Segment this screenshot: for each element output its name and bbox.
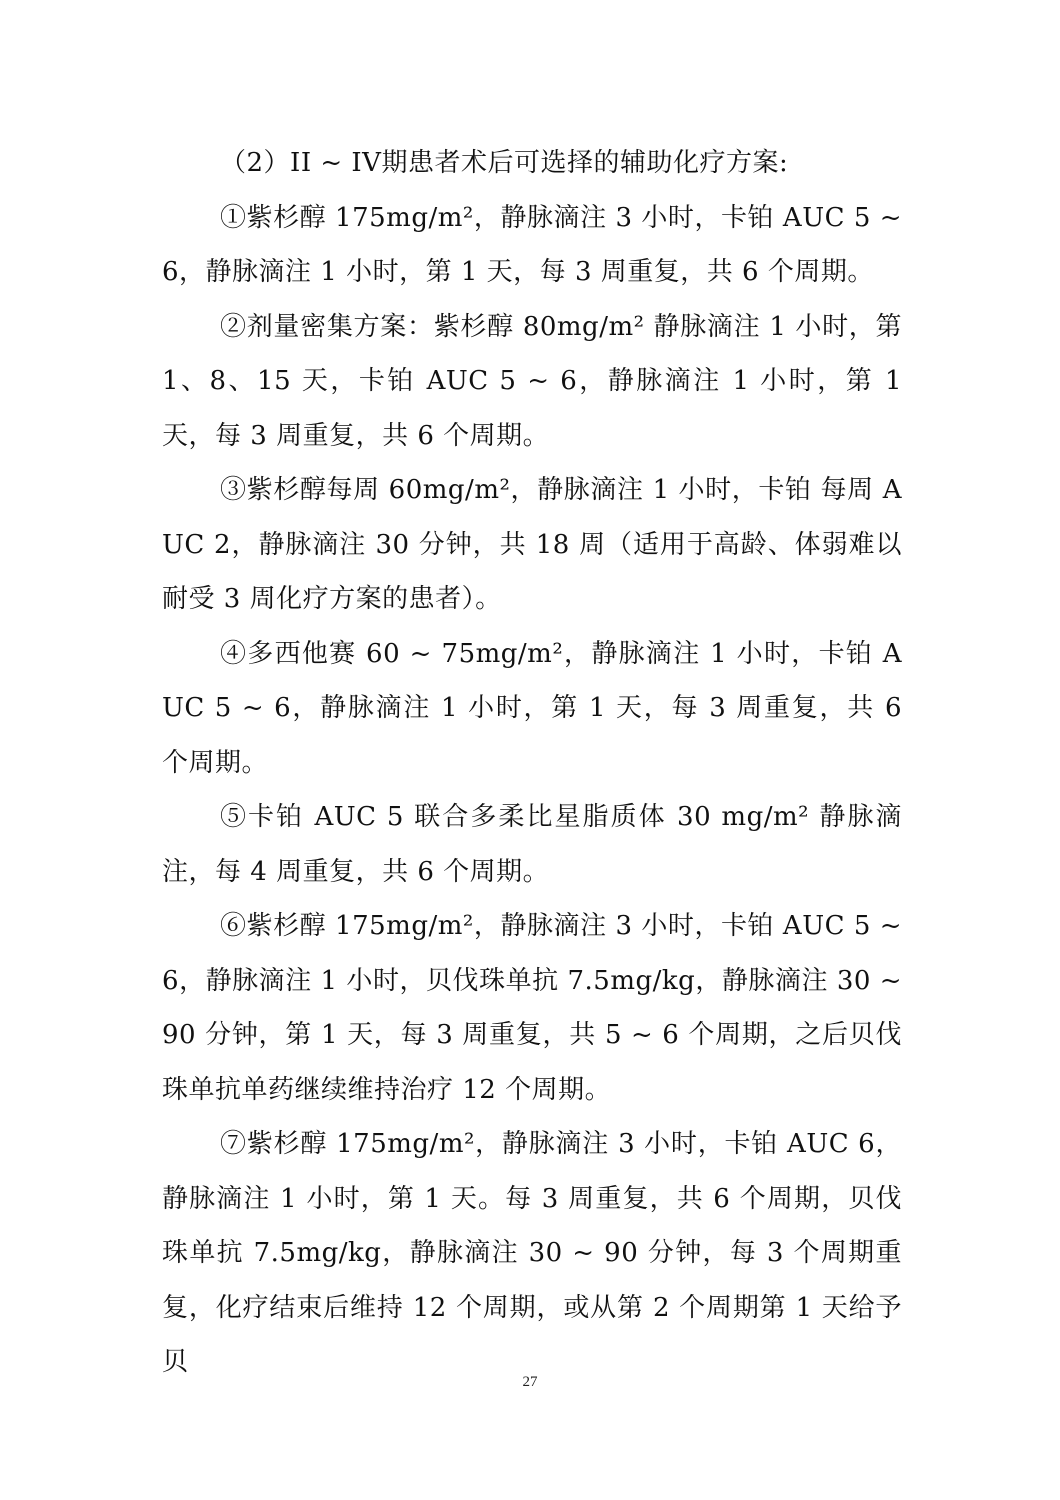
paragraph-regimen-2: ②剂量密集方案：紫杉醇 80mg/m² 静脉滴注 1 小时，第 1、8、15 天，卡铂 AUC 5 ~ 6，静脉滴注 1 小时，第 1 天，每 3 周重复，共 6 个周期。 xyxy=(162,311,902,451)
paragraph-heading: （2）II ~ IV期患者术后可选择的辅助化疗方案: xyxy=(220,148,789,178)
paragraph-regimen-7: ⑦紫杉醇 175mg/m²，静脉滴注 3 小时，卡铂 AUC 6，静脉滴注 1 小时，第 1 天。每 3 周重复，共 6 个周期，贝伐珠单抗 7.5mg/kg，静脉滴注 30 ~ 90 分钟，每 3 个周期重复，化疗结束后维持 12 个周期，或从第 2 个周期第 1 天给予贝 xyxy=(162,1129,902,1377)
paragraph-regimen-5: ⑤卡铂 AUC 5 联合多柔比星脂质体 30 mg/m² 静脉滴注，每 4 周重复，共 6 个周期。 xyxy=(162,802,902,887)
paragraph-regimen-3: ③紫杉醇每周 60mg/m²，静脉滴注 1 小时，卡铂 每周 AUC 2，静脉滴注 30 分钟，共 18 周（适用于高龄、体弱难以耐受 3 周化疗方案的患者）。 xyxy=(162,475,902,614)
document-body xyxy=(162,136,902,1390)
page-number: 27 xyxy=(522,1374,538,1390)
paragraph-regimen-1: ①紫杉醇 175mg/m²，静脉滴注 3 小时，卡铂 AUC 5 ~ 6，静脉滴注 1 小时，第 1 天，每 3 周重复，共 6 个周期。 xyxy=(162,202,902,287)
paragraph-regimen-4: ④多西他赛 60 ~ 75mg/m²，静脉滴注 1 小时，卡铂 AUC 5 ~ 6，静脉滴注 1 小时，第 1 天，每 3 周重复，共 6 个周期。 xyxy=(162,638,902,778)
paragraph-regimen-6: ⑥紫杉醇 175mg/m²，静脉滴注 3 小时，卡铂 AUC 5 ~ 6，静脉滴注 1 小时，贝伐珠单抗 7.5mg/kg，静脉滴注 30 ~ 90 分钟，第 1 天，每 3 周重复，共 5 ~ 6 个周期，之后贝伐珠单抗单药继续维持治疗 12 个周期。 xyxy=(162,911,902,1105)
